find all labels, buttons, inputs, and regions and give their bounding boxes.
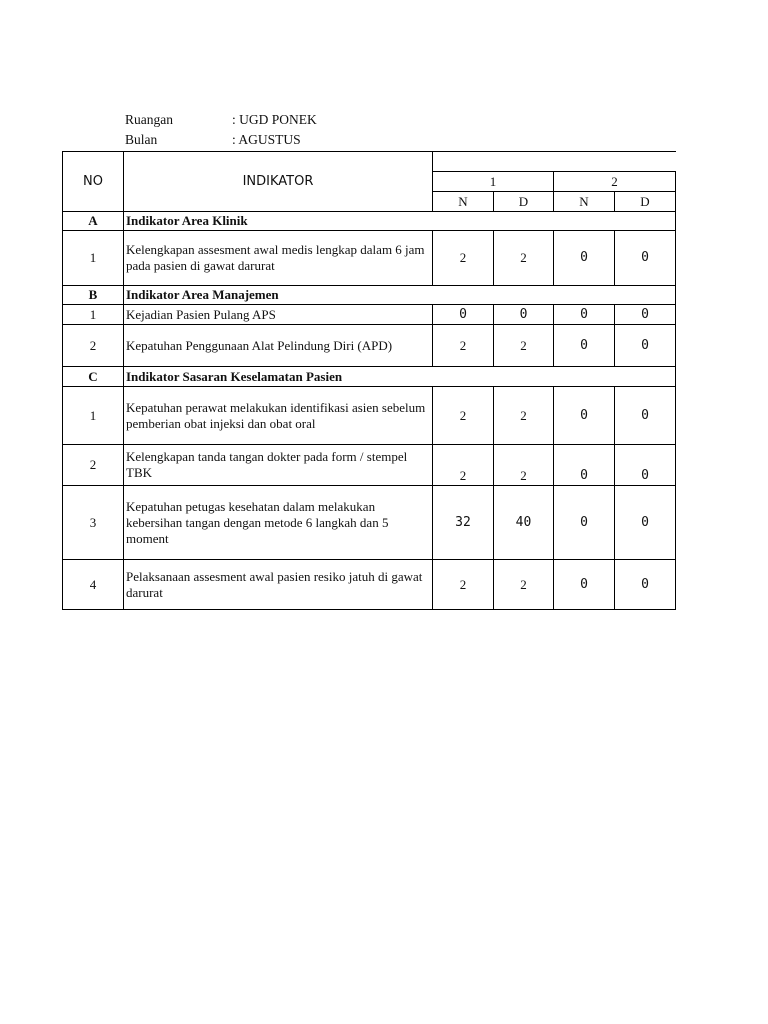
row-d2: 0 (615, 387, 676, 445)
row-no: 2 (63, 325, 124, 367)
section-code: A (63, 212, 124, 231)
header-row-1 (63, 152, 676, 172)
ruangan-label: Ruangan (125, 112, 173, 127)
row-d2: 0 (615, 325, 676, 367)
row-no: 1 (63, 305, 124, 325)
table-row (63, 325, 676, 367)
row-d2: 0 (615, 486, 676, 560)
table-row (63, 387, 676, 445)
row-n2: 0 (554, 305, 615, 325)
section-row (63, 286, 676, 305)
row-n1: 2 (433, 387, 494, 445)
group-1-header: 1 (433, 172, 554, 192)
table-row (63, 231, 676, 286)
section-code: C (63, 367, 124, 387)
meta-bulan (125, 132, 301, 148)
section-title: Indikator Area Klinik (124, 212, 676, 231)
col-no-header: NO (63, 152, 124, 212)
group-2-header: 2 (554, 172, 676, 192)
row-d1: 2 (494, 231, 554, 286)
row-d2: 0 (615, 445, 676, 486)
row-no: 2 (63, 445, 124, 486)
row-d1: 0 (494, 305, 554, 325)
table-row (63, 560, 676, 610)
row-indikator: Kepatuhan Penggunaan Alat Pelindung Diri (APD) (124, 325, 433, 367)
row-d2: 0 (615, 560, 676, 610)
section-row (63, 212, 676, 231)
row-n2: 0 (554, 560, 615, 610)
table-row (63, 445, 676, 486)
row-no: 4 (63, 560, 124, 610)
row-indikator: Kepatuhan petugas kesehatan dalam melakukan kebersihan tangan dengan metode 6 langkah dan 5 moment (124, 486, 433, 560)
sub-d2-header: D (615, 192, 676, 212)
table-row (63, 305, 676, 325)
row-d1: 2 (494, 445, 554, 486)
row-d1: 2 (494, 387, 554, 445)
row-d1: 2 (494, 560, 554, 610)
row-no: 1 (63, 387, 124, 445)
row-indikator: Pelaksanaan assesment awal pasien resiko jatuh di gawat darurat (124, 560, 433, 610)
row-d1: 40 (494, 486, 554, 560)
sub-n2-header: N (554, 192, 615, 212)
row-no: 3 (63, 486, 124, 560)
row-n1: 0 (433, 305, 494, 325)
row-n1: 2 (433, 231, 494, 286)
row-n1: 2 (433, 560, 494, 610)
section-code: B (63, 286, 124, 305)
col-indikator-header: INDIKATOR (124, 152, 433, 212)
row-indikator: Kelengkapan tanda tangan dokter pada form / stempel TBK (124, 445, 433, 486)
table-row (63, 486, 676, 560)
row-n1: 32 (433, 486, 494, 560)
bulan-value: : AGUSTUS (232, 132, 301, 147)
section-title: Indikator Sasaran Keselamatan Pasien (124, 367, 676, 387)
row-d2: 0 (615, 305, 676, 325)
sub-d1-header: D (494, 192, 554, 212)
row-n1: 2 (433, 325, 494, 367)
row-n2: 0 (554, 486, 615, 560)
sub-n1-header: N (433, 192, 494, 212)
row-n2: 0 (554, 325, 615, 367)
row-n2: 0 (554, 387, 615, 445)
indicator-table (62, 151, 676, 610)
row-no: 1 (63, 231, 124, 286)
section-title: Indikator Area Manajemen (124, 286, 676, 305)
row-n1: 2 (433, 445, 494, 486)
period-header-blank (433, 152, 676, 172)
row-indikator: Kelengkapan assesment awal medis lengkap dalam 6 jam pada pasien di gawat darurat (124, 231, 433, 286)
bulan-label: Bulan (125, 132, 158, 147)
section-row (63, 367, 676, 387)
ruangan-value: : UGD PONEK (232, 112, 317, 127)
meta-ruangan (125, 112, 317, 128)
row-d2: 0 (615, 231, 676, 286)
row-d1: 2 (494, 325, 554, 367)
row-n2: 0 (554, 445, 615, 486)
row-indikator: Kejadian Pasien Pulang APS (124, 305, 433, 325)
row-indikator: Kepatuhan perawat melakukan identifikasi asien sebelum pemberian obat injeksi dan obat oral (124, 387, 433, 445)
row-n2: 0 (554, 231, 615, 286)
